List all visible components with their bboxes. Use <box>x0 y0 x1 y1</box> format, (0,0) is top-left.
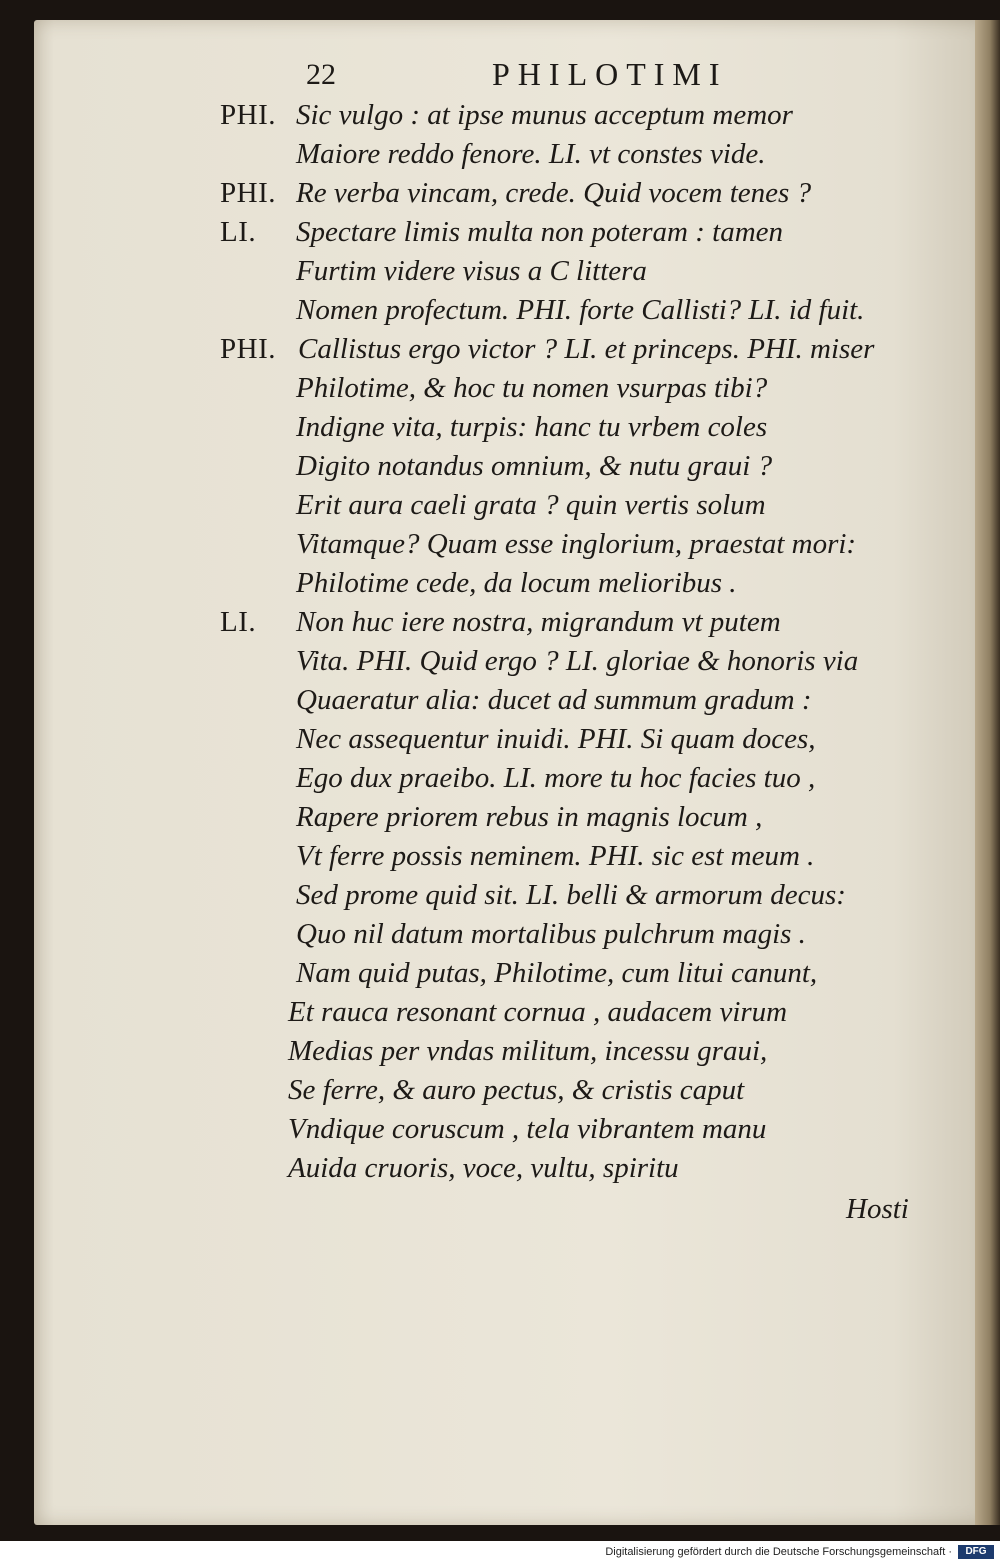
verse-text: Callistus ergo victor ? LI. et princeps. PHI. miser <box>298 333 875 365</box>
verse-line <box>0 915 1000 954</box>
verse-text: Se ferre, & auro pectus, & cristis caput <box>288 1074 745 1106</box>
verse-line <box>0 603 1000 642</box>
verse-line <box>0 252 1000 291</box>
verse-text: Maiore reddo fenore. LI. vt constes vide. <box>296 138 766 170</box>
verse-text: Philotime cede, da locum melioribus . <box>296 567 737 599</box>
verse-line <box>0 135 1000 174</box>
verse-text-block <box>0 96 1000 1188</box>
verse-text: Vita. PHI. Quid ergo ? LI. gloriae & honoris via <box>296 645 859 677</box>
verse-text: Quo nil datum mortalibus pulchrum magis . <box>296 918 806 950</box>
verse-line <box>0 1110 1000 1149</box>
verse-line <box>0 876 1000 915</box>
verse-line <box>0 837 1000 876</box>
footer-credit: Digitalisierung gefördert durch die Deutsche Forschungsgemeinschaft · <box>605 1546 952 1558</box>
verse-line <box>0 330 1000 369</box>
verse-text: Vndique coruscum , tela vibrantem manu <box>288 1113 767 1145</box>
verse-text: Rapere priorem rebus in magnis locum , <box>296 801 763 833</box>
verse-text: Philotime, & hoc tu nomen vsurpas tibi? <box>296 372 768 404</box>
verse-text: Vt ferre possis neminem. PHI. sic est meum . <box>296 840 815 872</box>
verse-line <box>0 642 1000 681</box>
verse-text: Spectare limis multa non poteram : tamen <box>296 216 784 248</box>
page-header <box>0 52 1000 98</box>
speaker-label: LI. <box>220 216 257 248</box>
verse-line <box>0 369 1000 408</box>
verse-text: Sic vulgo : at ipse munus acceptum memor <box>296 99 793 131</box>
verse-line <box>0 486 1000 525</box>
verse-line <box>0 720 1000 759</box>
verse-line <box>0 525 1000 564</box>
verse-line <box>0 954 1000 993</box>
verse-line <box>0 213 1000 252</box>
digitization-footer <box>0 1541 1000 1564</box>
verse-text: Medias per vndas militum, incessu graui, <box>288 1035 768 1067</box>
speaker-label: PHI. <box>220 99 276 131</box>
verse-text: Indigne vita, turpis: hanc tu vrbem coles <box>296 411 768 443</box>
verse-text: Nomen profectum. PHI. forte Callisti? LI. id fuit. <box>296 294 865 326</box>
verse-line <box>0 447 1000 486</box>
verse-line <box>0 564 1000 603</box>
verse-line <box>0 681 1000 720</box>
verse-text: Quaeratur alia: ducet ad summum gradum : <box>296 684 812 716</box>
verse-text: Sed prome quid sit. LI. belli & armorum decus: <box>296 879 846 911</box>
verse-text: Digito notandus omnium, & nutu graui ? <box>296 450 773 482</box>
catchword: Hosti <box>846 1193 909 1225</box>
verse-text: Erit aura caeli grata ? quin vertis solum <box>296 489 766 521</box>
verse-text: Nec assequentur inuidi. PHI. Si quam doces, <box>296 723 816 755</box>
verse-text: Furtim videre visus a C littera <box>296 255 647 287</box>
speaker-label: PHI. <box>220 333 276 365</box>
verse-line <box>0 96 1000 135</box>
verse-line <box>0 798 1000 837</box>
verse-line <box>0 1071 1000 1110</box>
verse-line <box>0 1149 1000 1188</box>
running-head: PHILOTIMI <box>492 56 728 92</box>
verse-text: Ego dux praeibo. LI. more tu hoc facies tuo , <box>296 762 816 794</box>
verse-line <box>0 291 1000 330</box>
verse-text: Non huc iere nostra, migrandum vt putem <box>296 606 781 638</box>
speaker-label: PHI. <box>220 177 276 209</box>
verse-text: Et rauca resonant cornua , audacem virum <box>288 996 788 1028</box>
verse-line <box>0 408 1000 447</box>
verse-text: Auida cruoris, voce, vultu, spiritu <box>288 1152 679 1184</box>
verse-line <box>0 993 1000 1032</box>
dfg-logo-icon: DFG <box>958 1545 994 1559</box>
verse-text: Nam quid putas, Philotime, cum litui canunt, <box>296 957 818 989</box>
verse-text: Re verba vincam, crede. Quid vocem tenes ? <box>296 177 812 209</box>
verse-text: Vitamque? Quam esse inglorium, praestat mori: <box>296 528 857 560</box>
verse-line <box>0 174 1000 213</box>
speaker-label: LI. <box>220 606 257 638</box>
page-number: 22 <box>306 58 336 91</box>
verse-line <box>0 759 1000 798</box>
verse-line <box>0 1032 1000 1071</box>
